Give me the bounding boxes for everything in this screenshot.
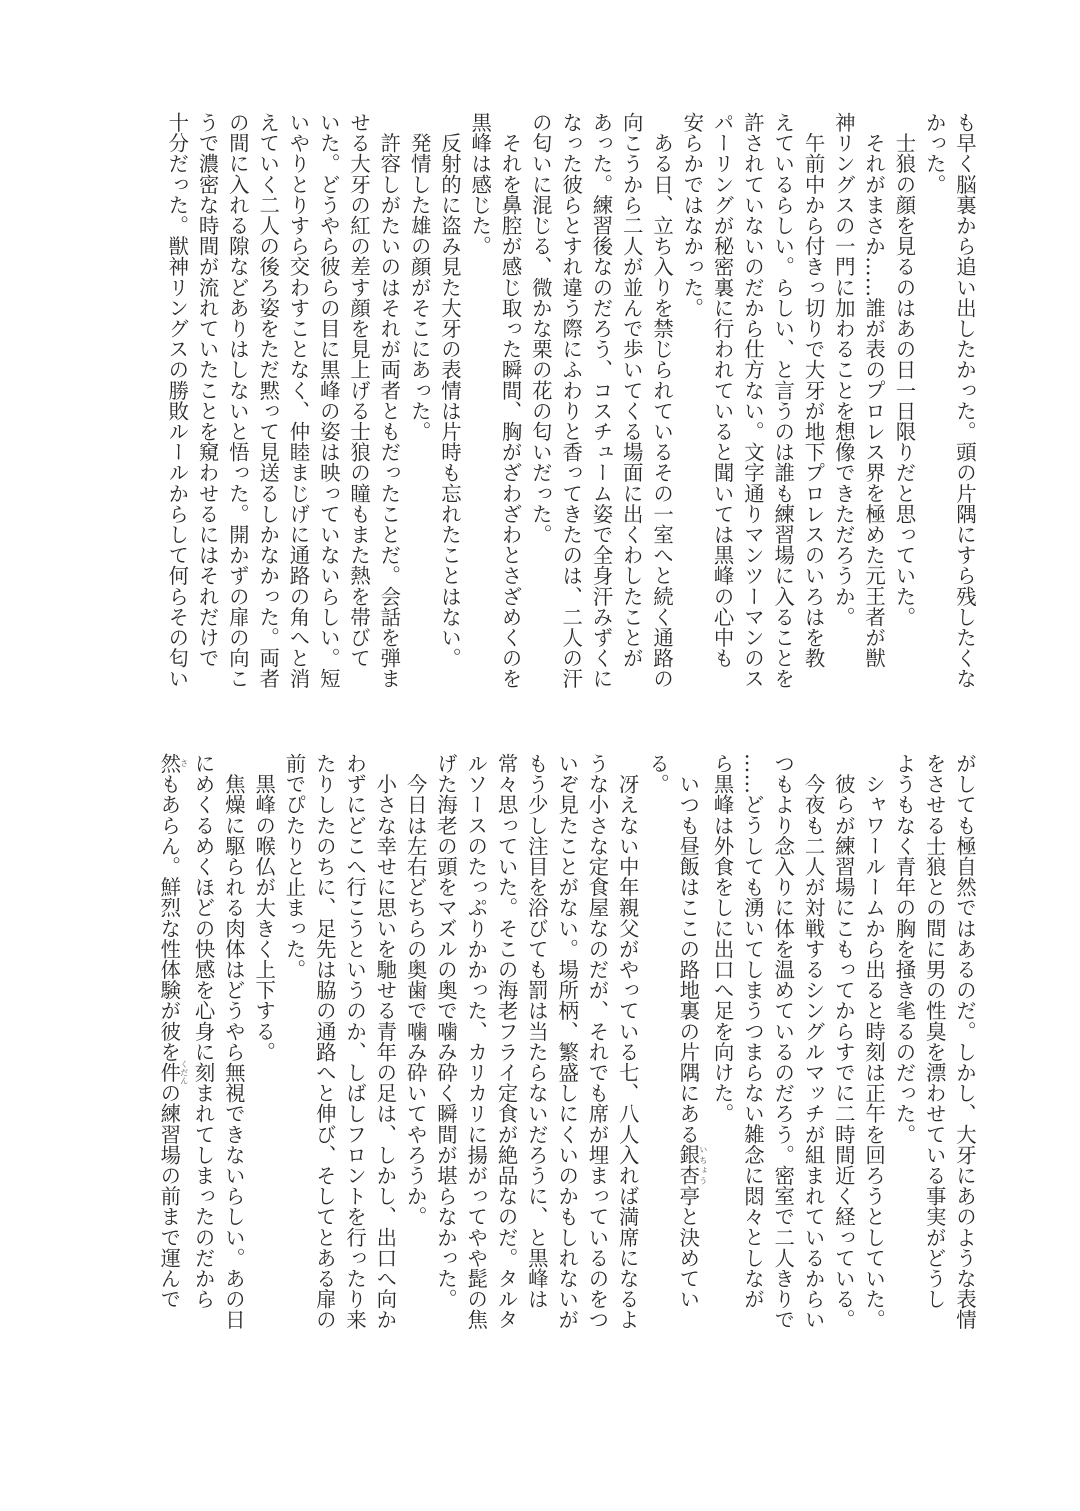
text-column: げた海老の頭をマズルの奥で噛み砕く瞬間が堪らなかった。 (433, 753, 458, 1310)
text-column: の匂いに混じる、微かな栗の花の匂いだった。 (528, 112, 553, 545)
text-column: うな小さな定食屋なのだが、それでも席が埋まっているのをつ (585, 753, 610, 1330)
text-column: ……どうしても湧いてしまうつまらない雑念に悶々としなが (740, 753, 765, 1310)
ruby-reading: さ (179, 753, 189, 774)
text-column (673, 753, 707, 1338)
text-column: かった。 (922, 112, 947, 195)
text-column: たりしたのちに、足先は脇の通路へと伸び、そしてとある扉の (312, 753, 337, 1330)
ruby-reading: いちょう (698, 1144, 708, 1186)
text-column: ある日、立ち入りを禁じられているその一室へと続く通路の (650, 112, 675, 689)
text-column: 常々思っていた。そこの海老フライ定食が絶品なのだ。タルタ (494, 753, 519, 1330)
text-segment: 亭と決めてい (676, 1185, 701, 1310)
text-column: パーリングが秘密裏に行われていると聞いては黒峰の心中も (710, 112, 735, 669)
text-column: 小さな幸せに思いを馳せる青年の足は、しかし、出口へ向か (373, 753, 398, 1330)
text-column: にめくるめくほどの快感を心身に刻まれてしまったのだから (191, 753, 216, 1310)
text-column: もう少し注目を浴びても罰は当たらないだろうに、と黒峰は (524, 753, 549, 1310)
text-segment: いつも昼飯はここの路地裏の片隅にある (676, 753, 701, 1145)
text-column (154, 753, 188, 1338)
ruby-base: 件 (157, 1060, 182, 1085)
text-column: えていく二人の後ろ姿をただ黙って見送るしかなかった。両者 (256, 112, 281, 689)
text-column: 安らかではなかった。 (680, 112, 705, 318)
ruby-annotated-word (676, 1144, 708, 1186)
text-column: をさせる士狼との間に男の性臭を漂わせている事実がどうし (922, 753, 947, 1310)
text-column: 十分だった。獣神リングスの勝敗ルールからして何らその匂い (165, 112, 190, 689)
text-column: ようもなく青年の胸を掻き毟るのだった。 (892, 753, 917, 1145)
text-column: うで濃密な時間が流れていたことを窺わせるにはそれだけで (195, 112, 220, 669)
text-block-bottom (154, 753, 980, 1338)
text-column: いた。どうやら彼らの目に黒峰の姿は映っていないらしい。短 (316, 112, 341, 689)
ruby-annotated-word (157, 1060, 189, 1085)
text-column: ら黒峰は外食をしに出口へ足を向けた。 (710, 753, 735, 1124)
text-column: 彼らが練習場にこもってからすでに二時間近く経っている。 (831, 753, 856, 1330)
text-column: あった。練習後なのだろう、コスチューム姿で全身汗みずくに (589, 112, 614, 689)
text-column: 黒峰は感じた。 (468, 112, 493, 257)
text-column: それを鼻腔が感じ取った瞬間、胸がざわざわとさざめくのを (498, 112, 523, 689)
text-column: わずにどこへ行こうというのか、しばしフロントを行ったり来 (343, 753, 368, 1330)
text-column: つもより念入りに体を温めているのだろう。密室で二人きりで (771, 753, 796, 1330)
text-column: シャワールームから出ると時刻は正午を回ろうとしていた。 (862, 753, 887, 1330)
text-column: なった彼らとすれ違う際にふわりと香ってきたのは、二人の汗 (559, 112, 584, 689)
ruby-base: 銀杏 (676, 1144, 701, 1186)
text-column: 許されていないのだから仕方ない。文字通りマンツーマンのス (740, 112, 765, 689)
text-segment: の練習場の前まで運んで (157, 1082, 182, 1310)
text-column: 反射的に盗み見た大牙の表情は片時も忘れたことはない。 (437, 112, 462, 669)
text-column: 冴えない中年親父がやっている七、八人入れば満席になるよ (615, 753, 640, 1330)
ruby-reading: くだん (179, 1060, 189, 1085)
text-column: 黒峰の喉仏が大きく上下する。 (252, 753, 277, 1062)
text-segment: もあらん。鮮烈な性体験が彼を (157, 773, 182, 1063)
text-column: の間に入れる隙などありはしないと悟った。開かずの扉の向こ (225, 112, 250, 689)
text-column: がしても極自然ではあるのだ。しかし、大牙にあのような表情 (953, 753, 977, 1330)
text-column: 士狼の顔を見るのはあの日一日限りだと思っていた。 (892, 112, 917, 627)
ruby-annotated-word (157, 753, 189, 774)
text-column: 向こうから二人が並んで歩いてくる場面に出くわしたことが (619, 112, 644, 669)
text-column: る。 (646, 753, 671, 795)
text-column: 今夜も二人が対戦するシングルマッチが組まれているからい (801, 753, 826, 1330)
text-column: いぞ見たことがない。場所柄、繁盛しにくいのかもしれないが (555, 753, 580, 1330)
text-column: いやりとりすら交わすことなく、仲睦まじげに通路の角へと消 (286, 112, 311, 689)
text-column: 今日は左右どちらの奥歯で噛み砕いてやろうか。 (403, 753, 428, 1227)
text-block-top (162, 112, 980, 697)
text-column: 午前中から付きっ切りで大牙が地下プロレスのいろはを教 (801, 112, 826, 669)
ruby-base: 然 (157, 753, 182, 774)
text-column: せる大牙の紅の差す顔を見上げる士狼の瞳もまた熱を帯びて (347, 112, 372, 669)
text-column: ルソースのたっぷりかかった、カリカリに揚がってやや髭の焦 (464, 753, 489, 1330)
text-column: 許容しがたいのはそれが両者ともだったことだ。会話を弾ま (377, 112, 402, 689)
text-column: それがまさか……誰が表のプロレス界を極めた元王者が獣 (862, 112, 887, 669)
text-column: 神リングスの一門に加わることを想像できただろうか。 (831, 112, 856, 627)
text-column: も早く脳裏から追い出したかった。頭の片隅にすら残したくな (953, 112, 977, 689)
text-column: 前でぴたりと止まった。 (282, 753, 307, 980)
text-column: 発情した雄の顔がそこにあった。 (407, 112, 432, 442)
text-column: 焦燥に駆られる肉体はどうやら無視できないらしい。あの日 (221, 753, 246, 1330)
text-column: えているらしい。らしい、と言うのは誰も練習場に入ることを (771, 112, 796, 689)
